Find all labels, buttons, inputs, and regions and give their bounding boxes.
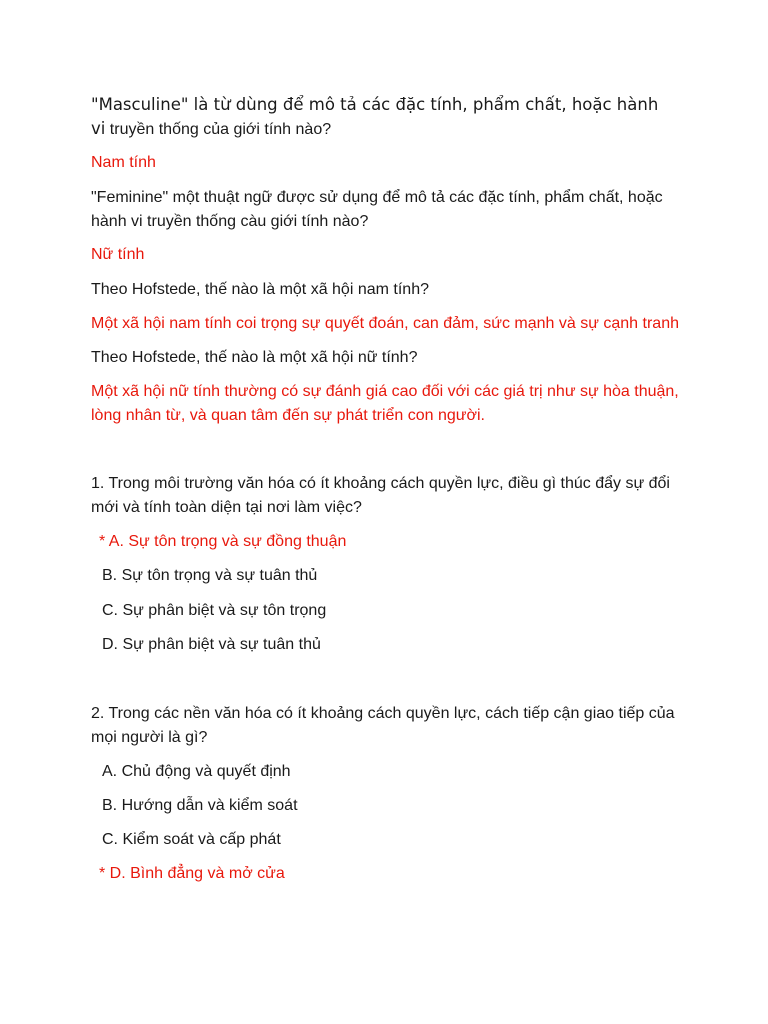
question-masculine-line2-start: vi (91, 119, 106, 138)
question-masculine-line2 (91, 117, 331, 142)
answer-hofstede-feminine-line2: lòng nhân từ, và quan tâm đến sự phát triển con người. (91, 407, 485, 424)
question-feminine-line1: "Feminine" một thuật ngữ được sử dụng để mô tả các đặc tính, phẩm chất, hoặc (91, 189, 663, 206)
question-2-option-b: B. Hướng dẫn và kiểm soát (102, 797, 298, 814)
answer-hofstede-masculine: Một xã hội nam tính coi trọng sự quyết đoán, can đảm, sức mạnh và sự cạnh tranh (91, 315, 679, 332)
answer-feminine: Nữ tính (91, 246, 145, 263)
question-2-option-c: C. Kiểm soát và cấp phát (102, 831, 281, 848)
question-1-option-a-correct: * A. Sự tôn trọng và sự đồng thuận (99, 533, 347, 550)
question-2-option-d-correct: * D. Bình đẳng và mở cửa (99, 865, 285, 882)
question-1-line1: 1. Trong môi trường văn hóa có ít khoảng cách quyền lực, điều gì thúc đẩy sự đổi (91, 475, 670, 492)
question-hofstede-feminine: Theo Hofstede, thế nào là một xã hội nữ tính? (91, 349, 418, 366)
question-1-option-b: B. Sự tôn trọng và sự tuân thủ (102, 567, 318, 584)
question-2-line1: 2. Trong các nền văn hóa có ít khoảng cách quyền lực, cách tiếp cận giao tiếp của (91, 705, 675, 722)
question-1-option-d: D. Sự phân biệt và sự tuân thủ (102, 636, 321, 653)
question-masculine-line2-end: truyền thống của giới tính nào? (105, 121, 332, 138)
answer-masculine: Nam tính (91, 154, 156, 171)
question-masculine-line1: "Masculine" là từ dùng để mô tả các đặc tính, phẩm chất, hoặc hành (91, 95, 659, 114)
question-2-option-a: A. Chủ động và quyết định (102, 763, 291, 780)
question-2-line2: mọi người là gì? (91, 729, 208, 746)
answer-hofstede-feminine-line1: Một xã hội nữ tính thường có sự đánh giá cao đối với các giá trị như sự hòa thuận, (91, 383, 679, 400)
question-1-line2: mới và tính toàn diện tại nơi làm việc? (91, 499, 362, 516)
question-hofstede-masculine: Theo Hofstede, thế nào là một xã hội nam tính? (91, 281, 429, 298)
question-1-option-c: C. Sự phân biệt và sự tôn trọng (102, 602, 327, 619)
question-feminine-line2: hành vi truyền thống càu giới tính nào? (91, 213, 369, 230)
